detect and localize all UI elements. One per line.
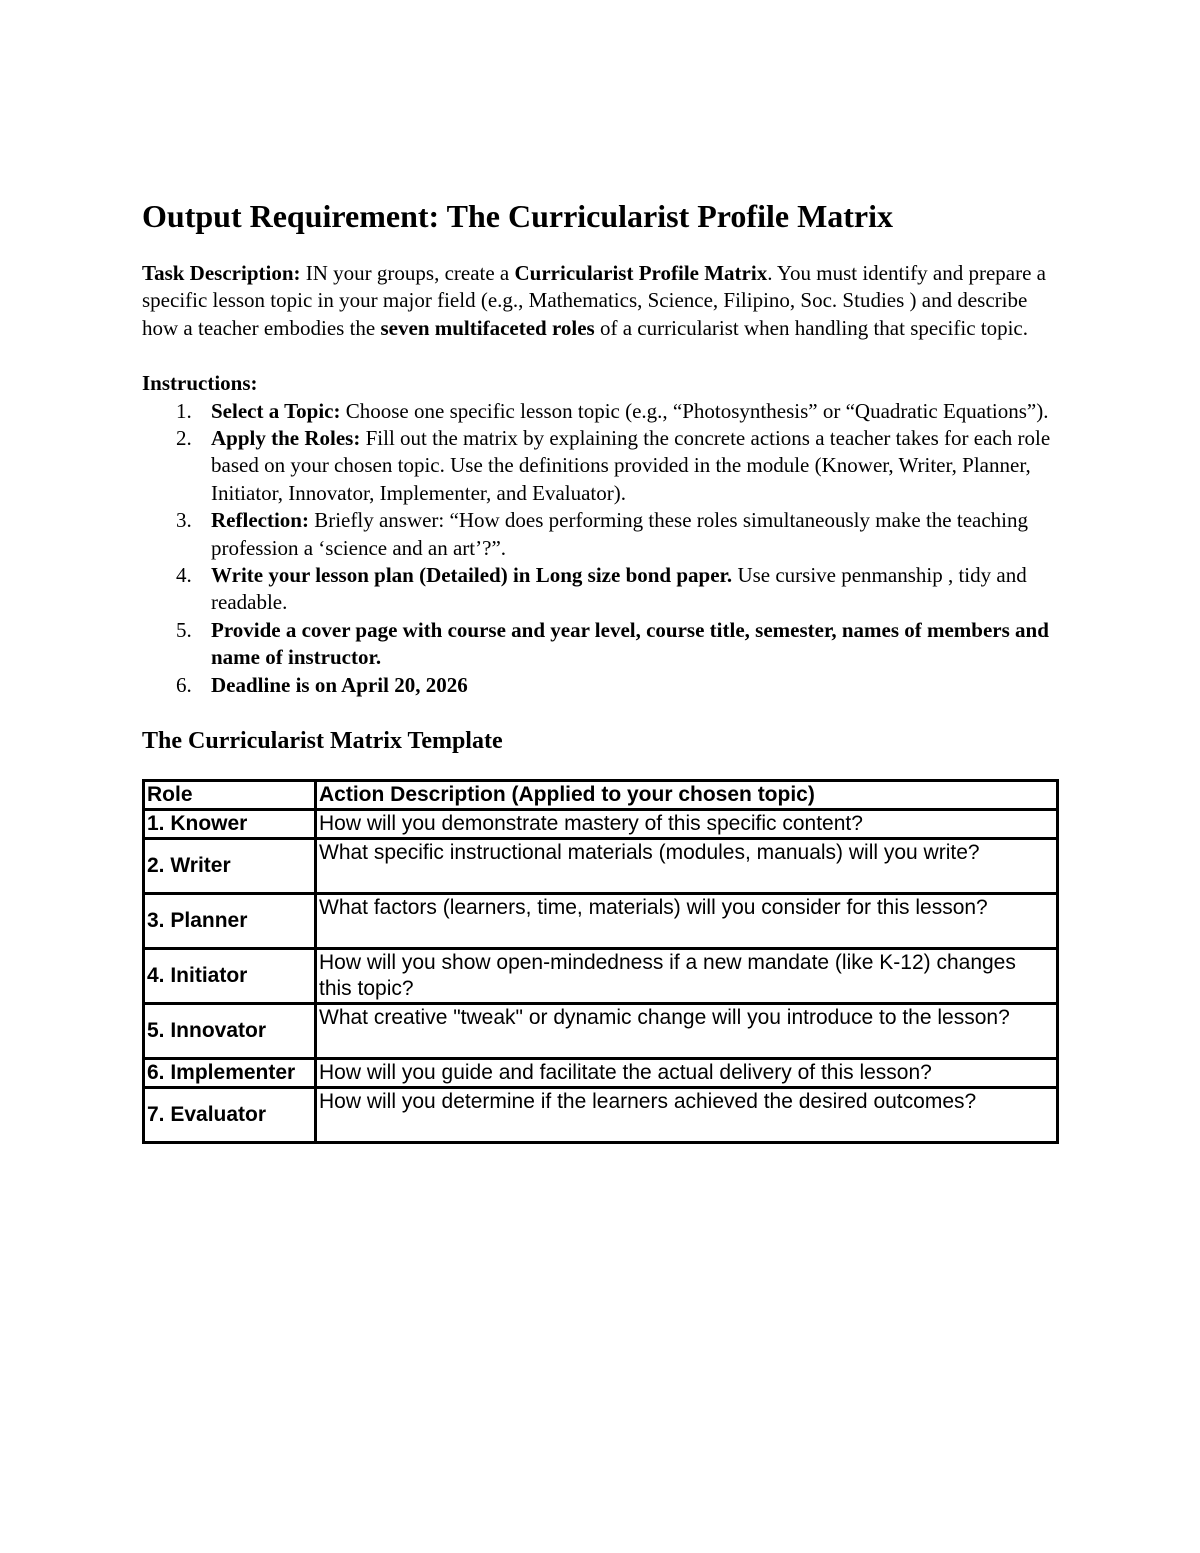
role-cell: 6. Implementer [144, 1059, 316, 1088]
instruction-number: 4. [176, 563, 192, 588]
role-cell: 1. Knower [144, 810, 316, 839]
action-cell: What specific instructional materials (modules, manuals) will you write? [316, 839, 1058, 894]
task-text-1: IN your groups, create a [300, 261, 515, 285]
task-text-3: of a curricularist when handling that specific topic. [594, 315, 1029, 340]
role-cell: 7. Evaluator [144, 1088, 316, 1143]
instruction-text: Fill out the matrix by explaining the concrete actions a teacher takes for each role based on your chosen topic. Use the definitions provided in the module (Knower, Writer, Planner, Initiator, Innovator, Implementer, and Evaluator). [211, 426, 1051, 505]
action-cell: How will you determine if the learners achieved the desired outcomes? [316, 1088, 1058, 1143]
action-cell: How will you demonstrate mastery of this specific content? [316, 810, 1058, 839]
instruction-bold: Write your lesson plan (Detailed) in Long size bond paper. [211, 563, 733, 588]
instruction-bold: Select a Topic: [211, 398, 341, 423]
table-row [144, 949, 1058, 1004]
table-row [144, 839, 1058, 894]
instruction-item [142, 398, 1062, 425]
instruction-item [142, 617, 1062, 672]
role-cell: 5. Innovator [144, 1004, 316, 1059]
table-row [144, 810, 1058, 839]
instruction-number: 6. [176, 672, 192, 697]
instruction-item [142, 562, 1062, 617]
instruction-text: Choose one specific lesson topic (e.g., “Photosynthesis” or “Quadratic Equations”). [340, 398, 1049, 423]
task-description-label: Task Description: [142, 261, 301, 285]
table-row [144, 1004, 1058, 1059]
instruction-bold: Deadline is on April 20, 2026 [211, 672, 468, 697]
instructions-heading: Instructions: [142, 371, 258, 396]
task-bold-matrix-name: Curricularist Profile Matrix [514, 261, 768, 285]
matrix-heading: The Curricularist Matrix Template [142, 728, 503, 755]
table-row [144, 894, 1058, 949]
action-cell: What factors (learners, time, materials) will you consider for this lesson? [316, 894, 1058, 949]
instruction-bold: Reflection: [211, 508, 309, 533]
action-cell: How will you guide and facilitate the actual delivery of this lesson? [316, 1059, 1058, 1088]
instructions-list [142, 398, 1062, 699]
task-bold-roles: seven multifaceted roles [380, 315, 595, 340]
instruction-number: 3. [176, 508, 192, 533]
page-title: Output Requirement: The Curricularist Profile Matrix [142, 198, 894, 234]
instruction-number: 5. [176, 617, 192, 642]
document-page [142, 196, 1062, 1144]
curricularist-matrix-table [142, 779, 1059, 1144]
instruction-number: 1. [176, 398, 192, 423]
task-text-2: . You must identify and prepare a specific lesson topic in your major field (e.g., Mathematics, Science, Filipino, Soc. Studies ) and describe how a teacher embodies the [142, 261, 1046, 340]
table-header-row [144, 781, 1058, 810]
instruction-bold: Provide a cover page with course and year level, course title, semester, names of members and name of instructor. [211, 617, 1049, 670]
instruction-bold: Apply the Roles: [211, 426, 361, 451]
table-row [144, 1059, 1058, 1088]
role-cell: 4. Initiator [144, 949, 316, 1004]
instruction-item [142, 507, 1062, 562]
instruction-text: Briefly answer: “How does performing these roles simultaneously make the teaching profession a ‘science and an art’?”. [211, 508, 1029, 560]
header-action-cell: Action Description (Applied to your chosen topic) [316, 781, 1058, 810]
instruction-item [142, 425, 1062, 507]
role-cell: 2. Writer [144, 839, 316, 894]
action-cell: What creative "tweak" or dynamic change will you introduce to the lesson? [316, 1004, 1058, 1059]
header-role-cell: Role [144, 781, 316, 810]
task-description [142, 260, 1062, 342]
table-row [144, 1088, 1058, 1143]
action-cell: How will you show open-mindedness if a new mandate (like K-12) changes this topic? [316, 949, 1058, 1004]
role-cell: 3. Planner [144, 894, 316, 949]
instruction-number: 2. [176, 426, 192, 451]
instruction-text: Use cursive penmanship , tidy and readable. [211, 563, 1027, 615]
instruction-item [142, 672, 1062, 699]
